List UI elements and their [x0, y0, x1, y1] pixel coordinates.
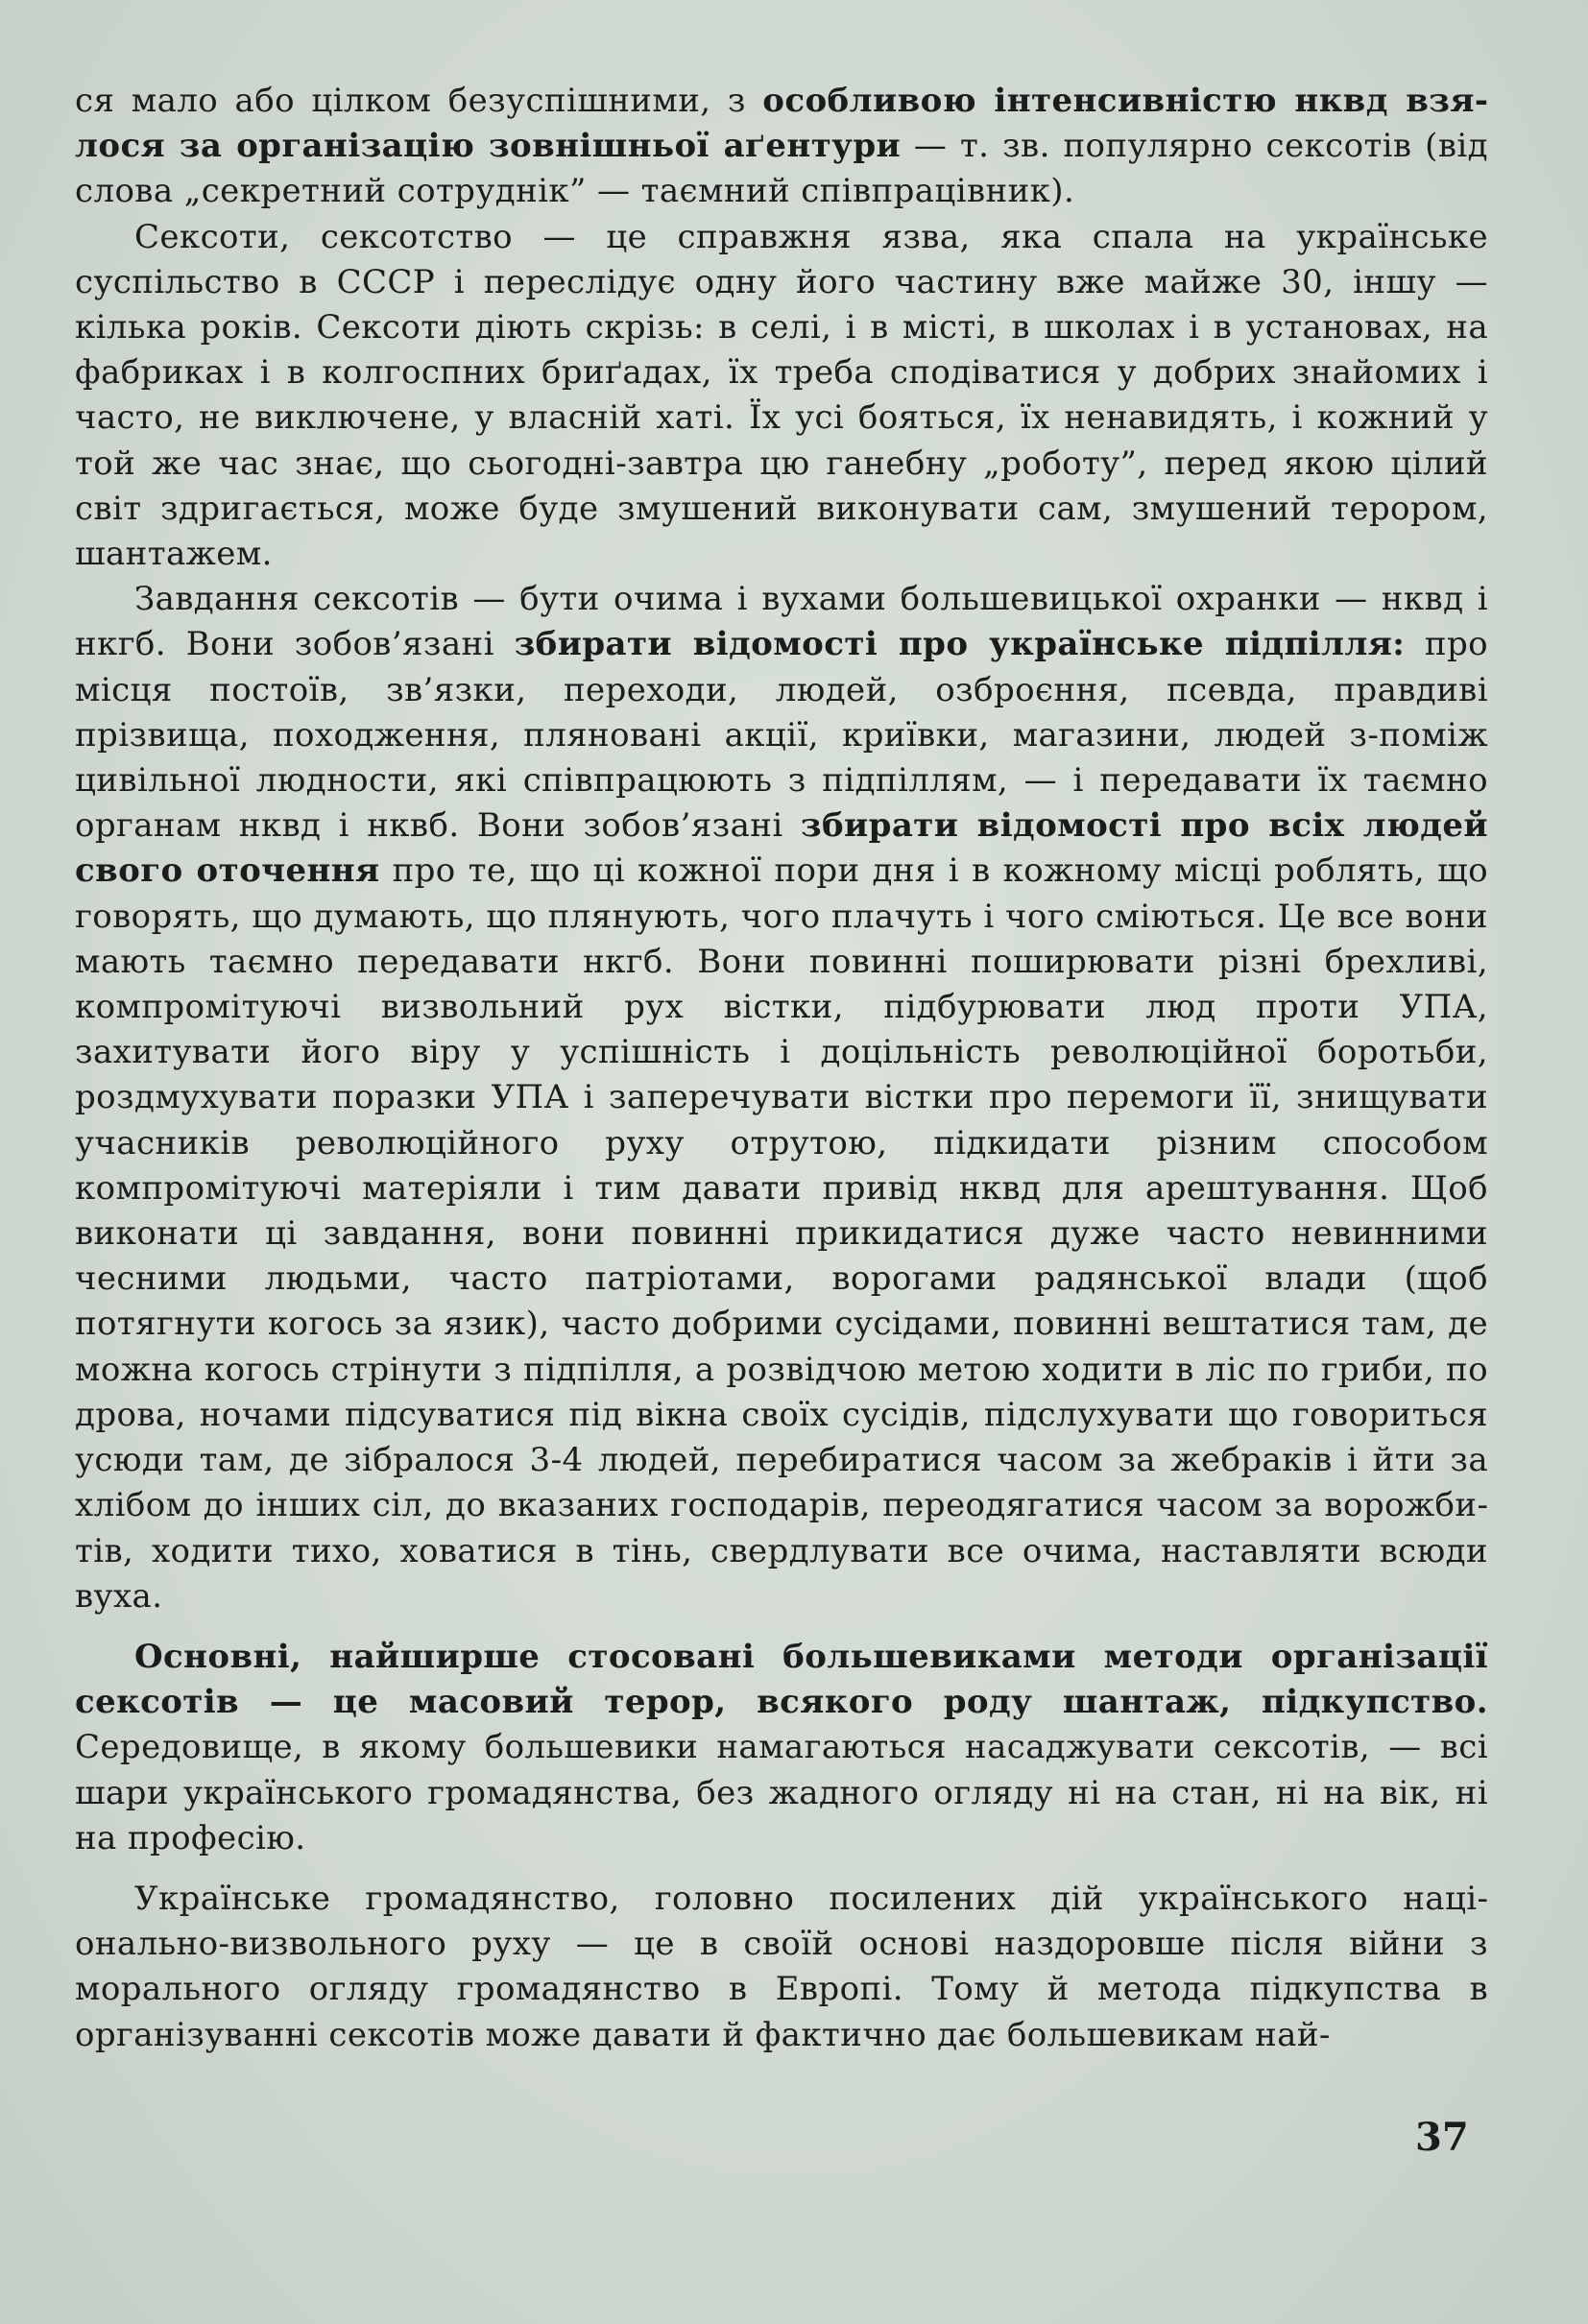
- text-segment: Середовище, в якому большевики намагаються насаджувати сексотів, — всі шари українського громадянства, без жадного огляду ні на стан, ні на вік, ні на професію.: [75, 1728, 1488, 1857]
- body-text: [75, 79, 1488, 2058]
- text-segment: Українське громадянство, головно посилених дій українського національно-визвольного руху — це в своїй основі наздоровше після війни з морального огляду громадянство в Европі. Тому й метода підкупства в організуванні сексотів може давати й фактично дає большевикам най-: [75, 1879, 1488, 2054]
- paragraph-3: [75, 577, 1488, 1619]
- bold-text-segment: Основні, найширше стосовані большевиками методи організації сексотів — це масовий терор, всякого роду шантаж, підкупство.: [75, 1637, 1488, 1722]
- text-segment: ся мало або цілком безуспішними, з: [75, 82, 763, 120]
- text-segment: про те, що ці кожної пори дня і в кожному місці роблять, що говорять, що думають, що плянують, чого плачуть і чого сміються. Це все вони мають таємно передавати нкгб. Вони повинні поширювати різні брехливі, компромітуючі визвольний рух вістки, підбурювати люд проти УПА, захитувати його віру у успішність і доцільність революційної боротьби, роздмухувати поразки УПА і заперечувати вістки про перемоги її, знищувати учасників революційного руху отрутою, підкидати різним способом компромітуючі матеріяли і тим давати привід нквд для арештування. Щоб виконати ці завдання, вони повинні прикидатися дуже часто невинними чесними людьми, часто патріотами, ворогами радянської влади (щоб потягнути когось за язик), часто добрими сусідами, повинні вештатися там, де можна когось стрінути з підпілля, а розвідчою метою ходити в ліс по гриби, по дрова, ночами підсуватися під вікна своїх сусідів, підслухувати що говориться усюди там, де зібралося 3-4 людей, перебиратися часом за жебраків і йти за хлібом до інших сіл, до вказаних господарів, переодягатися часом за ворожбитів, ходити тихо, ховатися в тінь, свердлувати все очима, наставляти всюди вуха.: [75, 851, 1488, 1616]
- paragraph-5: [75, 1877, 1488, 2058]
- page-number: 37: [1415, 2115, 1469, 2160]
- bold-text-segment: збирати відомості про українське підпілля:: [514, 625, 1406, 664]
- text-segment: про місця постоїв, зв’язки, переходи, людей, озброєння, псевда, правдиві прізвища, походження, пляновані акції, криївки, магазини, людей з-поміж цивільної людности, які співпрацюють з підпіллям, — і передавати їх таємно органам нквд і нквб. Вони зобов’язані: [75, 625, 1488, 846]
- text-segment: Сексоти, сексотство — це справжня язва, яка спала на українське суспільство в СССР і переслідує одну його частину вже майже 30, іншу — кілька років. Сексоти діють скрізь: в селі, і в місті, в школах і в установах, на фабриках і в колгоспних бриґадах, їх треба сподіватися у добрих знайомих і часто, не виключене, у власній хаті. Їх усі бояться, їх ненавидять, і кожний у той же час знає, що сьогодні-завтра цю ганебну „роботу”, перед якою цілий світ здригається, може буде змушений виконувати сам, змушений терором, шантажем.: [75, 217, 1488, 574]
- bold-text-segment: збирати відомості про всіх людей свого оточення: [75, 806, 1488, 891]
- paragraph-1: [75, 79, 1488, 215]
- paragraph-2: [75, 215, 1488, 578]
- text-segment: — т. зв. популярно сексотів (від слова „секретний сотруднік” — таємний співпрацівник).: [75, 127, 1488, 211]
- text-segment: Завдання сексотів — бути очима і вухами большевицької охранки — нквд і нкгб. Вони зобов’язані: [75, 580, 1488, 664]
- bold-text-segment: особливою інтенсивністю нквд взялося за організацію зовнішньої аґентури: [75, 82, 1488, 166]
- paragraph-4: [75, 1635, 1488, 1861]
